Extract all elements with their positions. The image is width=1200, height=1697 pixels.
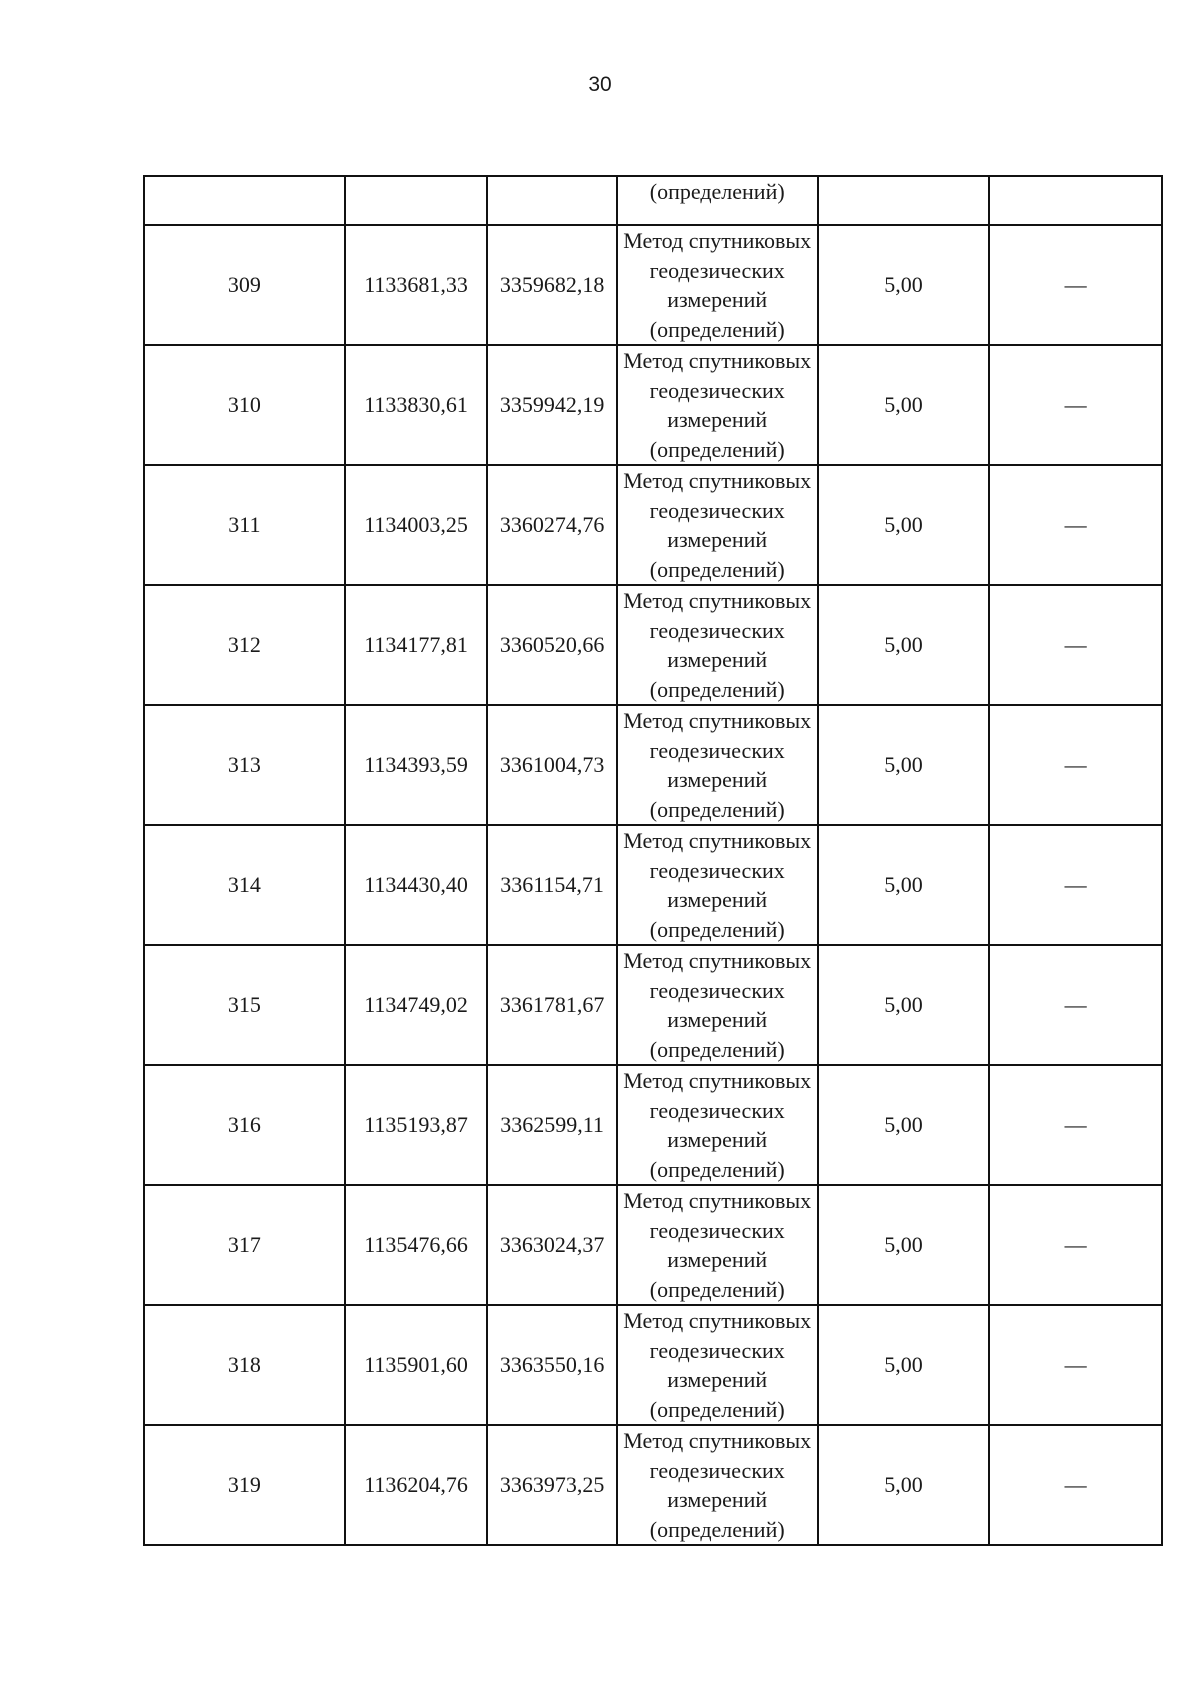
accuracy-cell: 5,00 (818, 825, 990, 945)
y-coordinate-cell: 3363973,25 (487, 1425, 617, 1545)
method-line: (определений) (649, 1396, 785, 1422)
note-cell: — (989, 345, 1162, 465)
method-line: геодезических (649, 737, 785, 763)
x-coordinate-cell: 1134393,59 (345, 705, 488, 825)
x-coordinate-cell: 1134003,25 (345, 465, 488, 585)
note-cell: — (989, 945, 1162, 1065)
method-line: геодезических (649, 1097, 785, 1123)
table-row (144, 1425, 1162, 1545)
point-number-cell: 317 (144, 1185, 345, 1305)
x-coordinate-cell: 1133830,61 (345, 345, 488, 465)
method-line: геодезических (649, 497, 785, 523)
continuation-cell-method: (определений) (617, 176, 818, 225)
method-line: измерений (667, 887, 768, 912)
table-row (144, 465, 1162, 585)
method-cell (617, 1305, 818, 1425)
method-line: измерений (667, 647, 768, 672)
method-line: измерений (667, 287, 768, 312)
method-line: геодезических (649, 377, 785, 403)
method-line: геодезических (649, 1217, 785, 1243)
table-row (144, 1065, 1162, 1185)
continuation-cell-note (989, 176, 1162, 225)
table-row (144, 1185, 1162, 1305)
y-coordinate-cell: 3361154,71 (487, 825, 617, 945)
page-number: 30 (588, 73, 612, 96)
point-number-cell: 316 (144, 1065, 345, 1185)
y-coordinate-cell: 3360520,66 (487, 585, 617, 705)
accuracy-cell: 5,00 (818, 465, 990, 585)
method-line: (определений) (649, 1036, 785, 1062)
method-line: (определений) (649, 436, 785, 462)
note-cell: — (989, 1425, 1162, 1545)
method-line: измерений (667, 527, 768, 552)
y-coordinate-cell: 3361781,67 (487, 945, 617, 1065)
method-cell (617, 465, 818, 585)
method-cell (617, 945, 818, 1065)
method-line: геодезических (649, 617, 785, 643)
note-cell: — (989, 585, 1162, 705)
note-cell: — (989, 1065, 1162, 1185)
method-cell (617, 345, 818, 465)
method-line: геодезических (649, 257, 785, 283)
accuracy-cell: 5,00 (818, 1305, 990, 1425)
method-line: Метод спутниковых (623, 708, 812, 733)
method-cell (617, 1065, 818, 1185)
point-number-cell: 315 (144, 945, 345, 1065)
method-line: (определений) (649, 1156, 785, 1182)
y-coordinate-cell: 3361004,73 (487, 705, 617, 825)
method-line: (определений) (649, 1516, 785, 1542)
x-coordinate-cell: 1134430,40 (345, 825, 488, 945)
method-line: геодезических (649, 1457, 785, 1483)
y-coordinate-cell: 3362599,11 (487, 1065, 617, 1185)
method-line: Метод спутниковых (623, 948, 812, 973)
y-coordinate-cell: 3363024,37 (487, 1185, 617, 1305)
note-cell: — (989, 825, 1162, 945)
method-cell (617, 1185, 818, 1305)
continuation-cell-x (345, 176, 488, 225)
method-line: измерений (667, 767, 768, 792)
point-number-cell: 318 (144, 1305, 345, 1425)
accuracy-cell: 5,00 (818, 1065, 990, 1185)
note-cell: — (989, 1185, 1162, 1305)
x-coordinate-cell: 1134177,81 (345, 585, 488, 705)
method-line: Метод спутниковых (623, 228, 812, 253)
continuation-cell-accuracy (818, 176, 990, 225)
method-line: Метод спутниковых (623, 1188, 812, 1213)
method-line: Метод спутниковых (623, 1308, 812, 1333)
method-line: (определений) (649, 556, 785, 582)
accuracy-cell: 5,00 (818, 585, 990, 705)
method-line: измерений (667, 407, 768, 432)
method-cell (617, 585, 818, 705)
x-coordinate-cell: 1135901,60 (345, 1305, 488, 1425)
method-line: измерений (667, 1007, 768, 1032)
method-line: Метод спутниковых (623, 1428, 812, 1453)
point-number-cell: 310 (144, 345, 345, 465)
x-coordinate-cell: 1135476,66 (345, 1185, 488, 1305)
continuation-cell-num (144, 176, 345, 225)
table-body (144, 176, 1162, 1545)
table-row (144, 1305, 1162, 1425)
method-cell (617, 705, 818, 825)
note-cell: — (989, 1305, 1162, 1425)
method-cell (617, 225, 818, 345)
table-row (144, 825, 1162, 945)
y-coordinate-cell: 3360274,76 (487, 465, 617, 585)
y-coordinate-cell: 3359942,19 (487, 345, 617, 465)
x-coordinate-cell: 1135193,87 (345, 1065, 488, 1185)
table-row (144, 225, 1162, 345)
method-line: Метод спутниковых (623, 1068, 812, 1093)
note-cell: — (989, 705, 1162, 825)
method-cell (617, 1425, 818, 1545)
x-coordinate-cell: 1136204,76 (345, 1425, 488, 1545)
continuation-cell-y (487, 176, 617, 225)
method-line: геодезических (649, 1337, 785, 1363)
method-line: измерений (667, 1487, 768, 1512)
note-cell: — (989, 465, 1162, 585)
x-coordinate-cell: 1134749,02 (345, 945, 488, 1065)
accuracy-cell: 5,00 (818, 945, 990, 1065)
continuation-row (144, 176, 1162, 225)
method-line: измерений (667, 1367, 768, 1392)
point-number-cell: 312 (144, 585, 345, 705)
method-line: геодезических (649, 977, 785, 1003)
point-number-cell: 313 (144, 705, 345, 825)
y-coordinate-cell: 3359682,18 (487, 225, 617, 345)
table-row (144, 345, 1162, 465)
accuracy-cell: 5,00 (818, 705, 990, 825)
method-line: (определений) (649, 796, 785, 822)
point-number-cell: 309 (144, 225, 345, 345)
method-line: Метод спутниковых (623, 348, 812, 373)
table-row (144, 705, 1162, 825)
note-cell: — (989, 225, 1162, 345)
coordinates-table (143, 175, 1163, 1546)
x-coordinate-cell: 1133681,33 (345, 225, 488, 345)
method-line: Метод спутниковых (623, 828, 812, 853)
method-line: (определений) (649, 676, 785, 702)
point-number-cell: 314 (144, 825, 345, 945)
method-line: геодезических (649, 857, 785, 883)
point-number-cell: 311 (144, 465, 345, 585)
method-line: (определений) (649, 916, 785, 942)
method-line: (определений) (649, 316, 785, 342)
table-row (144, 585, 1162, 705)
method-line: Метод спутниковых (623, 588, 812, 613)
method-line: измерений (667, 1127, 768, 1152)
method-line: (определений) (649, 1276, 785, 1302)
accuracy-cell: 5,00 (818, 1185, 990, 1305)
method-line: измерений (667, 1247, 768, 1272)
point-number-cell: 319 (144, 1425, 345, 1545)
table-row (144, 945, 1162, 1065)
y-coordinate-cell: 3363550,16 (487, 1305, 617, 1425)
accuracy-cell: 5,00 (818, 225, 990, 345)
accuracy-cell: 5,00 (818, 345, 990, 465)
method-cell (617, 825, 818, 945)
method-line: Метод спутниковых (623, 468, 812, 493)
accuracy-cell: 5,00 (818, 1425, 990, 1545)
